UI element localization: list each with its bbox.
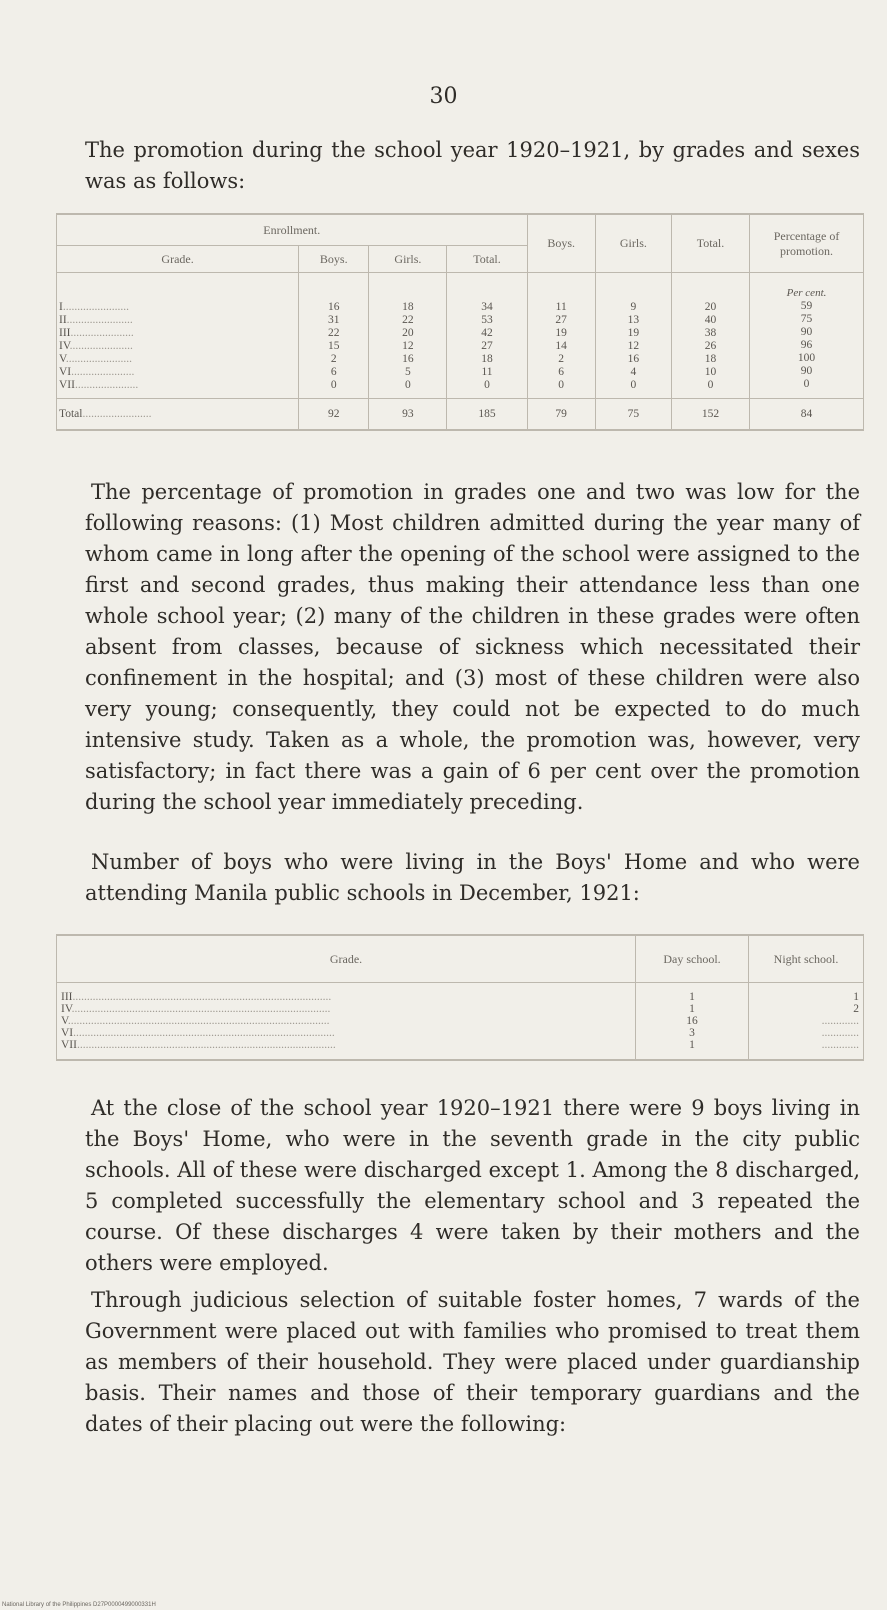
enroll-girls-column: 18 22 20 12 16 5 0 <box>369 273 447 399</box>
per-cent-label: Per cent. <box>786 287 827 299</box>
promotion-table <box>56 213 864 431</box>
percentage-header: Percentage of promotion. <box>750 214 864 273</box>
enroll-boys-header: Boys. <box>299 246 369 273</box>
reasons-paragraph: The percentage of promotion in grades one and two was low for the following reasons: (1) Most children admitted during the year many of whom came in long after the opening of the school were assigned to the first and second grades, thus making their attendance less than one whole school year; (2) many of the children in these grades were often absent from classes, because of sickness which necessitated their confinement in the hospital; and (3) most of these children were also very young; consequently, they could not be expected to do much intensive study. Taken as a whole, the promotion was, however, very satisfactory; in fact there was a gain of 6 per cent over the promotion during the school year immediately preceding. <box>85 480 860 814</box>
t2-day-column: 1 1 16 3 1 <box>636 983 749 1061</box>
enroll-total-header: Total. <box>447 246 527 273</box>
boys-home-paragraph: Number of boys who were living in the Boys' Home and who were attending Manila public schools in December, 1921: <box>85 850 860 905</box>
t2-night-column: 1 2 ............. ............. ............. <box>748 983 863 1061</box>
promoted-boys-header: Boys. <box>527 214 595 273</box>
enrollment-header: Enrollment. <box>57 214 528 246</box>
t2-night-header: Night school. <box>748 935 863 983</box>
foster-homes-paragraph: Through judicious selection of suitable foster homes, 7 wards of the Government were placed out with families who promised to treat them as members of their household. They were placed under guardianship basis. Their names and those of their temporary guardians and the dates of their placing out were the following: <box>85 1288 860 1436</box>
grade-header: Grade. <box>57 246 299 273</box>
library-footer: National Library of the Philippines D27P0000499000331H <box>2 1602 156 1608</box>
total-row: Total........................ 92 93 185 79 75 152 84 <box>57 399 864 431</box>
percentage-column: Per cent. 59 75 90 96 100 90 0 <box>750 273 864 399</box>
t2-grade-header: Grade. <box>57 935 636 983</box>
promoted-total-header: Total. <box>671 214 749 273</box>
enroll-total-column: 34 53 42 27 18 11 0 <box>447 273 527 399</box>
page-number: 30 <box>429 84 458 109</box>
promoted-boys-column: 11 27 19 14 2 6 0 <box>527 273 595 399</box>
boys-home-table <box>56 934 864 1061</box>
seventh-grade-paragraph: At the close of the school year 1920–1921 there were 9 boys living in the Boys' Home, who were in the seventh grade in the city public schools. All of these were discharged except 1. Among the 8 discharged, 5 completed successfully the elementary school and 3 repeated the course. Of these discharges 4 were taken by their mothers and the others were employed. <box>85 1096 860 1275</box>
promoted-girls-column: 9 13 19 12 16 4 0 <box>595 273 671 399</box>
enroll-boys-column: 16 31 22 15 2 6 0 <box>299 273 369 399</box>
grade-column: I....................... II....................... III...................... IV...................... V....................... VI...................... VII...................... <box>57 273 299 399</box>
enroll-girls-header: Girls. <box>369 246 447 273</box>
t2-day-header: Day school. <box>636 935 749 983</box>
t2-grade-column: III.......................................................................................... IV.......................................................................................... V........................................................................................... VI........................................................................................... VII.......................................................................................... <box>57 983 636 1061</box>
promoted-girls-header: Girls. <box>595 214 671 273</box>
intro-paragraph: The promotion during the school year 1920–1921, by grades and sexes was as follows: <box>85 138 860 193</box>
promoted-total-column: 20 40 38 26 18 10 0 <box>671 273 749 399</box>
